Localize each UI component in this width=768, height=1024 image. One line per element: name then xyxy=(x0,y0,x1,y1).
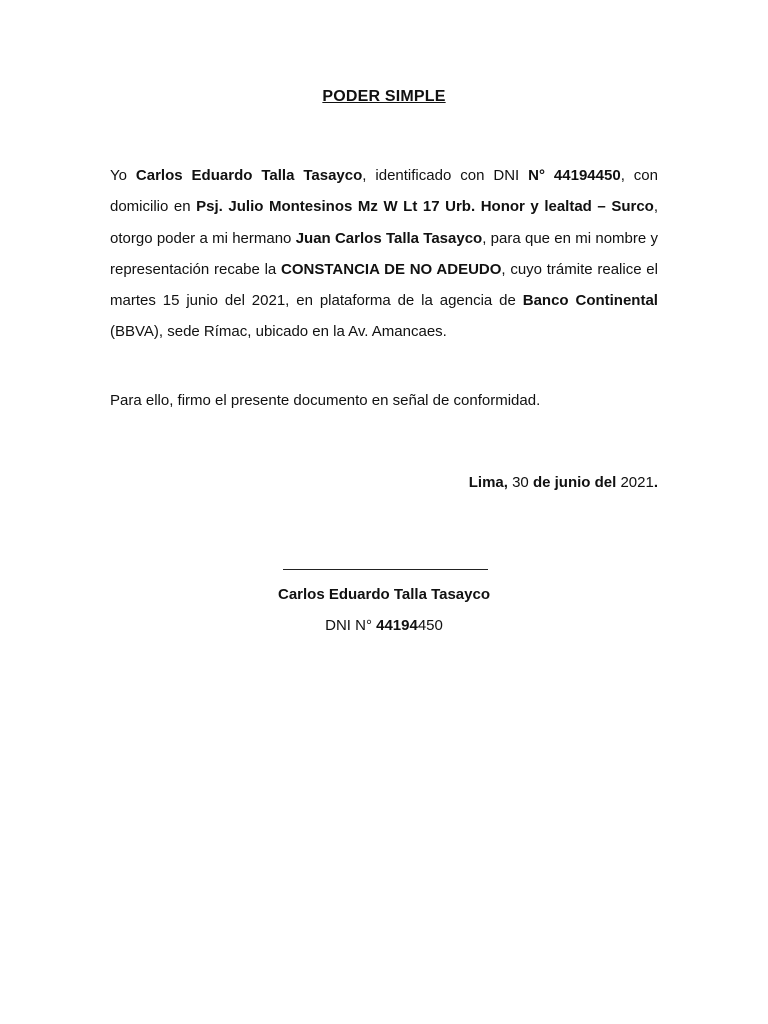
text-segment: , con domicilio en xyxy=(110,167,658,216)
attorney-name: Juan Carlos Talla Tasayco xyxy=(295,229,483,247)
place-date-year: 2021 xyxy=(620,474,654,491)
signature-line xyxy=(283,569,488,570)
text-segment: Yo xyxy=(110,167,136,184)
paragraph-conformity: Para ello, firmo el presente documento en señal de conformidad. xyxy=(110,392,541,409)
grantor-address: Psj. Julio Montesinos Mz W Lt 17 Urb. Honor y lealtad – Surco xyxy=(196,198,654,216)
text-segment: , identificado con DNI xyxy=(362,167,529,184)
text-segment: , para que en mi nombre y representación recabe la xyxy=(110,229,658,278)
grantor-name: Carlos Eduardo Talla Tasayco xyxy=(135,167,363,184)
bank-name: Banco Continental xyxy=(522,292,658,310)
dni-number-part: 450 xyxy=(417,617,443,634)
place-date-part: de junio del xyxy=(528,474,621,491)
place-date-part: . xyxy=(653,474,658,491)
paragraph-main xyxy=(110,160,658,348)
text-segment: , otorgo poder a mi hermano xyxy=(110,198,658,247)
text-segment: , cuyo trámite realice el martes 15 junio del 2021, en plataforma de la agencia de xyxy=(110,260,658,310)
document-requested: CONSTANCIA DE NO ADEUDO xyxy=(281,260,502,278)
place-date xyxy=(469,471,658,495)
text-segment: (BBVA), sede Rímac, ubicado en la Av. Amancaes. xyxy=(110,323,447,341)
dni-number-part: 44194 xyxy=(376,617,418,634)
signatory-dni xyxy=(0,614,768,638)
place-date-day: 30 xyxy=(512,474,529,491)
dni-label: DNI N° xyxy=(325,617,377,634)
place-date-part: Lima, xyxy=(468,474,513,491)
signatory-name: Carlos Eduardo Talla Tasayco xyxy=(277,586,490,603)
grantor-dni: N° 44194450 xyxy=(528,167,621,184)
power-of-attorney-body xyxy=(110,160,658,348)
document-title: PODER SIMPLE xyxy=(322,88,446,105)
